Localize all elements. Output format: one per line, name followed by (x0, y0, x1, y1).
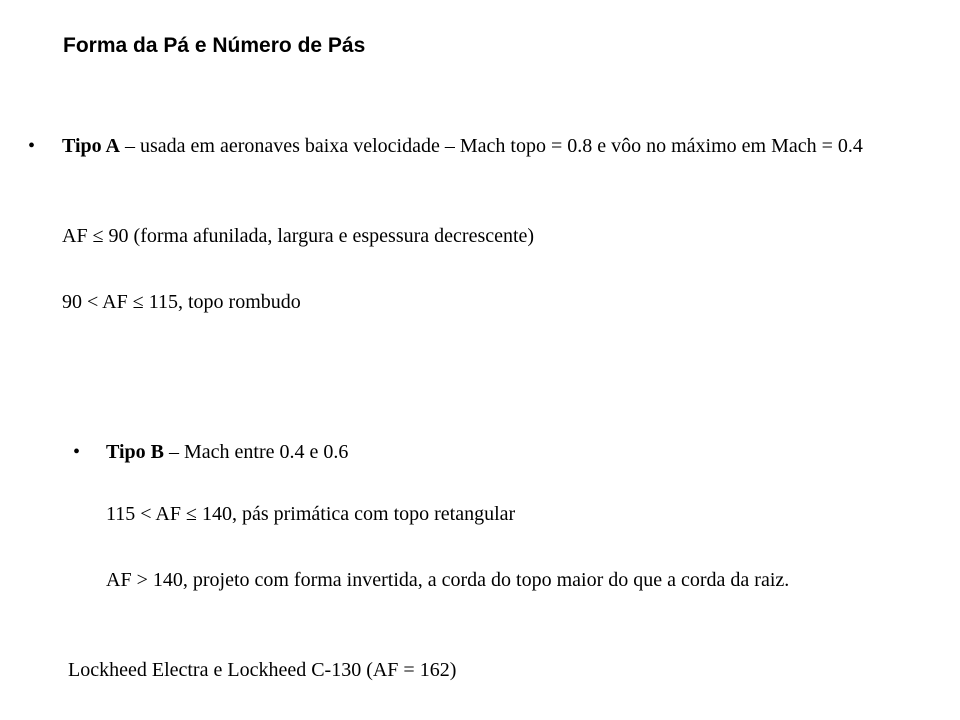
tipo-b-description: – Mach entre 0.4 e 0.6 (164, 441, 349, 463)
bullet-marker-b: • (73, 441, 81, 463)
tipo-b-line-2: AF > 140, projeto com forma invertida, a corda do topo maior do que a corda da raiz. (106, 569, 790, 591)
tipo-b-label: Tipo B (106, 441, 164, 463)
tipo-b-line-1: 115 < AF ≤ 140, pás primática com topo retangular (106, 503, 516, 525)
tipo-a-paragraph (62, 134, 922, 158)
example-aircraft: Lockheed Electra e Lockheed C-130 (AF = 162) (68, 659, 457, 681)
tipo-a-description: – usada em aeronaves baixa velocidade – Mach topo = 0.8 e vôo no máximo em Mach = 0.4 (120, 135, 863, 157)
bullet-marker-a: • (28, 135, 36, 157)
tipo-a-line-1: AF ≤ 90 (forma afunilada, largura e espessura decrescente) (62, 225, 535, 247)
tipo-b-paragraph (106, 440, 906, 464)
tipo-a-label: Tipo A (62, 135, 120, 157)
slide-title: Forma da Pá e Número de Pás (63, 34, 366, 57)
tipo-a-line-2: 90 < AF ≤ 115, topo rombudo (62, 291, 301, 313)
